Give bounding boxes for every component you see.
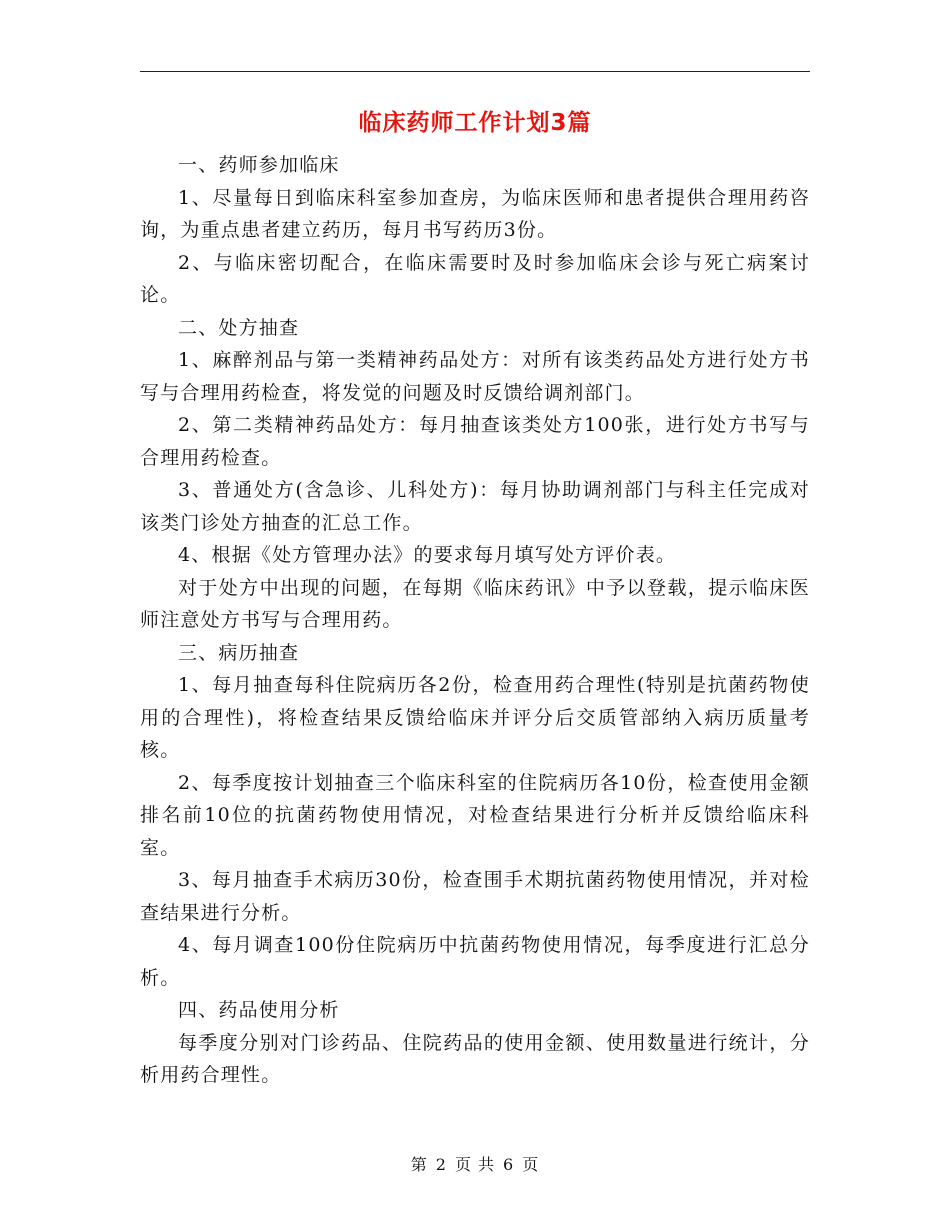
footer-prefix: 第 — [410, 1155, 428, 1174]
paragraph: 3、普通处方(含急诊、儿科处方)：每月协助调剂部门与科主任完成对该类门诊处方抽查的汇总工作。 — [140, 479, 810, 534]
paragraph: 1、每月抽查每科住院病历各2份，检查用药合理性(特别是抗菌药物使用的合理性)，将检查结果反馈给临床并评分后交质管部纳入病历质量考核。 — [140, 674, 810, 761]
paragraph: 每季度分别对门诊药品、住院药品的使用金额、使用数量进行统计，分析用药合理性。 — [140, 1031, 810, 1086]
page-footer — [0, 1154, 950, 1176]
paragraph: 对于处方中出现的问题，在每期《临床药讯》中予以登载，提示临床医师注意处方书写与合理用药。 — [140, 576, 810, 631]
section-heading: 三、病历抽查 — [178, 641, 300, 664]
section-heading: 四、药品使用分析 — [178, 999, 340, 1021]
header-rule — [140, 71, 810, 72]
paragraph: 3、每月抽查手术病历30份，检查围手术期抗菌药物使用情况，并对检查结果进行分析。 — [140, 869, 810, 924]
section-heading: 一、药师参加临床 — [178, 154, 340, 176]
document-body — [140, 149, 810, 1092]
paragraph: 2、第二类精神药品处方：每月抽查该类处方100张，进行处方书写与合理用药检查。 — [140, 414, 810, 469]
document-title: 临床药师工作计划3篇 — [358, 110, 592, 136]
paragraph: 2、每季度按计划抽查三个临床科室的住院病历各10份，检查使用金额排名前10位的抗菌药物使用情况，对检查结果进行分析并反馈给临床科室。 — [140, 771, 810, 859]
paragraph: 4、根据《处方管理办法》的要求每月填写处方评价表。 — [178, 544, 677, 566]
paragraph: 1、尽量每日到临床科室参加查房，为临床医师和患者提供合理用药咨询，为重点患者建立药历，每月书写药历3份。 — [140, 186, 810, 241]
paragraph: 2、与临床密切配合，在临床需要时及时参加临床会诊与死亡病案讨论。 — [140, 251, 810, 306]
section-heading: 二、处方抽查 — [178, 316, 300, 339]
footer-page-number: 2 — [435, 1155, 447, 1174]
footer-suffix: 页 — [522, 1155, 540, 1174]
paragraph: 4、每月调查100份住院病历中抗菌药物使用情况，每季度进行汇总分析。 — [140, 934, 810, 989]
paragraph: 1、麻醉剂品与第一类精神药品处方：对所有该类药品处方进行处方书写与合理用药检查，将发觉的问题及时反馈给调剂部门。 — [140, 349, 810, 404]
footer-total-pages: 6 — [503, 1155, 515, 1174]
footer-middle: 页 共 — [454, 1155, 496, 1174]
